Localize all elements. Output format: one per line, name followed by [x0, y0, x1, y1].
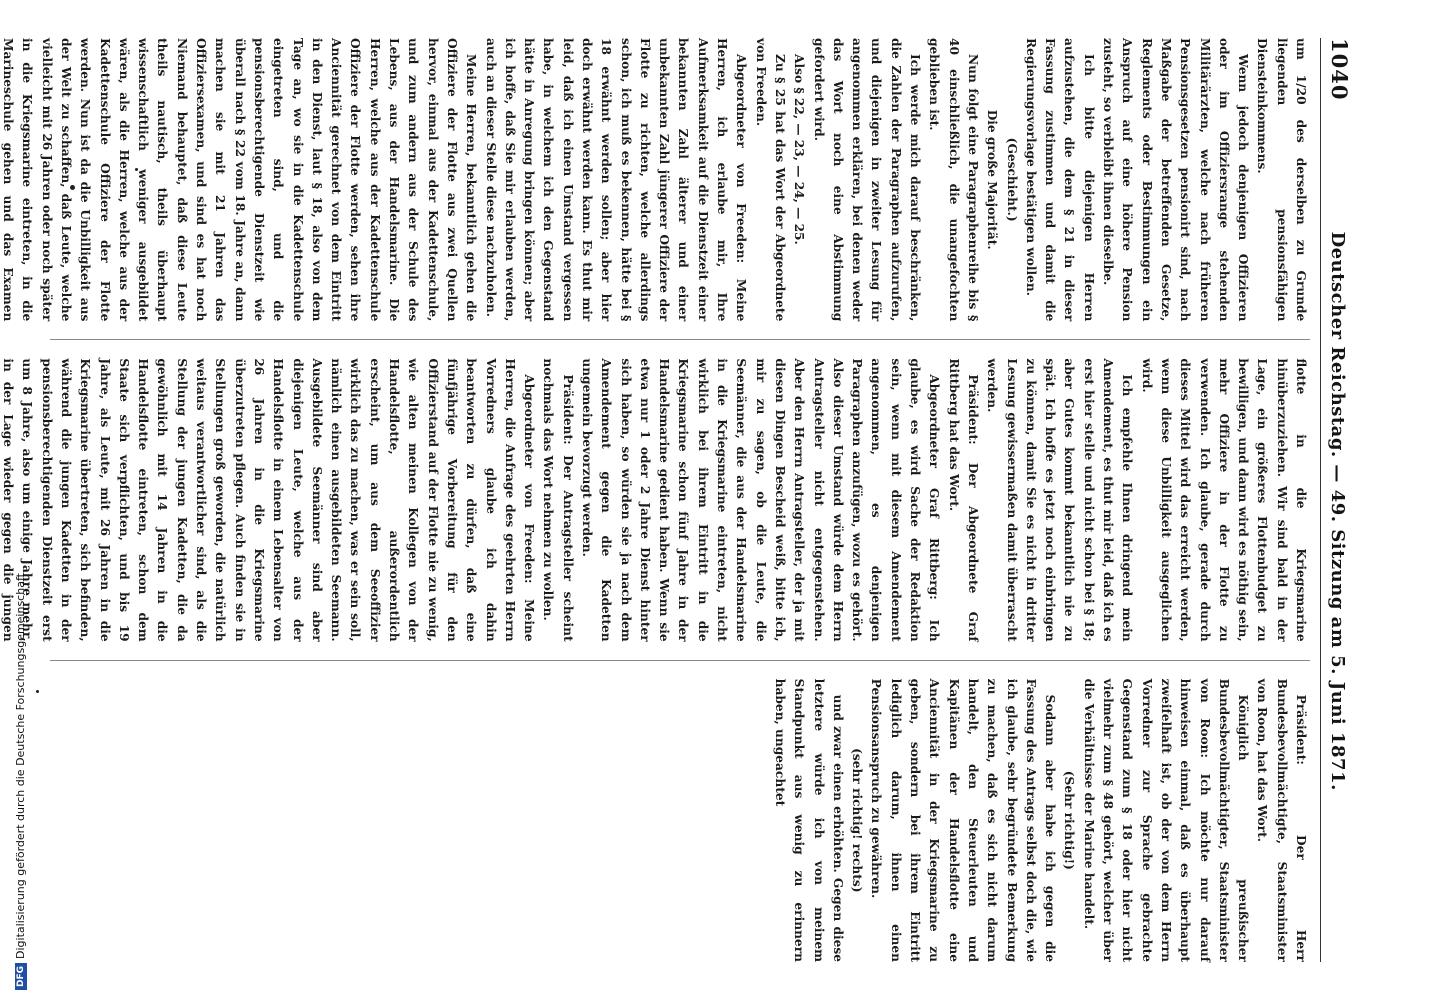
paragraph: Wenn jedoch denjenigen Offizieren oder im Offiziersrange stehenden Militärärzten, welche nach früheren Pensionsgesetzen pensionirt sind, nach Maßgabe der betreffenden Gesetze, Reglements oder Bestimmungen ein Anspruch auf eine höhere Pension zusteht, so verbleibt ihnen dieselbe. — [1101, 38, 1251, 322]
digitization-note: Digitalisierung gefördert durch die Deutsche Forschungsgemeinschaft — [14, 573, 27, 959]
paragraph: (Geschieht.) — [1004, 137, 1019, 222]
column-left — [1, 38, 1310, 322]
paragraph: und zwar einen erhöhten. Gegen diese letztere würde ich von meinem Standpunkt aus wenig zu erinnern haben, ungeachtet — [772, 678, 845, 962]
digitization-credit — [14, 573, 27, 990]
paragraph: Meine Herren, bekanntlich gehen die Offiziere der Flotte aus zwei Quellen hervor, einmal aus der Kadettenschule, und zum andern aus der Schule des Lebens, aus der Handelsmarine. Die Herren, welche aus der Kadettenschule Offiziere der Flotte werden, sehen ihre Anciennität gerechnet von dem Eintritt in den Dienst, laut § 18, also von dem Tage an, wo sie in die Kadettenschule eingetreten sind, und die pensionsberechtigende Dienstzeit wie überall nach § 22 vom 18. Jahre an, dann machen sie mit 21 Jahren das Offiziersexamen, und sind es hat noch Niemand behauptet, daß diese Leute theils nautisch, theils überhaupt wissenschaftlich weniger ausgebildet wären, als die Herren, welche aus der Kadettenschule Offiziere der Flotte werden. Nun ist da die Unbilligkeit aus der Welt zu schaffen, daß Leute, welche vielleicht mit 26 Jahren oder noch später in die Kriegsmarine eintreten, in die Marineschule gehen und das Examen — [1, 38, 479, 322]
paragraph: (Sehr richtig!) — [1062, 770, 1077, 870]
column-middle — [1, 358, 1310, 642]
paragraph: flotte in die Kriegsmarine hinüberzuziehen. Wir sind bald in der Lage, ein größeres Flottenbudget zu bewilligen, und dann wird es nöthig sein, mehr Offiziere in der Flotte zu verwenden. Ich glaube, gerade durch dieses Mittel wird das erreicht werden, wenn diese Unbilligkeit ausgeglichen wird. — [1139, 358, 1308, 642]
paragraph: Präsident: Der Abgeordnete Graf Rittberg hat das Wort. — [946, 358, 980, 642]
paragraph: Zu § 25 hat das Wort der Abgeordnete von Freeden. — [753, 38, 787, 322]
paragraph: Ich werde mich darauf beschränken, die Zahlen der Paragraphen aufzurufen, und diejenigen in zweiter Lesung für angenommen erklären, bei denen weder das Wort noch eine Abstimmung gefordert wird. — [811, 38, 923, 322]
paragraph: Abgeordneter Graf Rittberg: Ich glaube, es wird Sache der Redaktion sein, wenn mit diesem Amendement angenommen, es denjenigen Paragraphen anzufügen, wozu es gehört. Also dieser Umstand würde dem Herrn Antragsteller nicht entgegenstehen. Aber den Herrn Antragsteller, der ja mit diesen Dingen Bescheid weiß, bitte ich, mir zu sagen, ob die Leute, die Seemänner, die aus der Handelsmarine in die Kriegsmarine eintreten, nicht wirklich bei ihrem Eintritt in die Kriegsmarine schon fünf Jahre in der Handelsmarine gedient haben. Wenn sie etwa nur 1 oder 2 Jahre Dienst hinter sich haben, so würden sie ja nach dem Amendement gegen die Kadetten ungemein bevorzugt werden. — [580, 358, 942, 642]
paragraph: Abgeordneter von Freeden: Meine Herren, die Anfrage des geehrten Herrn Vorredners glaube ich dahin beantworten zu dürfen, daß eine fünfjährige Vorbereitung für den Offizierstand auf der Flotte nie zu wenig, wie alten meinen Kollegen von der Handelsflotte, außerordentlich erscheint, um aus dem Seeoffizier wirklich das zu machen, was er sein soll, nämlich einen ausgebildeten Seemann. Ausgebildete Seemänner sind aber diejenigen Leute, welche aus der Handelsflotte in einem Lebensalter von 26 Jahren in die Kriegsmarine überzutreten pflegen. Auch finden sie in Stellungen groß geworden, die natürlich weitaus verantwortlicher sind, als die Stellung der jungen Kadetten, die da gewöhnlich mit 14 Jahren in die Handelsflotte eintreten, schon dem Staate sich verpflichten, und bis 19 Jahre, als Leute, mit 26 Jahren in die Kriegsmarine übertreten, sich befinden, während die jungen Kadetten in der pensionsberechtigenden Dienstzeit erst um 8 Jahre, also um einige Jahre mehr, in der Lage wieder gegen die jungen — [1, 358, 537, 642]
column-right — [50, 679, 1310, 962]
page-number: 1040 — [1327, 38, 1352, 101]
column-divider — [50, 660, 1310, 661]
paragraph: Also § 22, — 23, — 24, — 25. — [792, 54, 807, 245]
paragraph: Die große Majorität. — [985, 109, 1000, 250]
running-title: Deutscher Reichstag. — 49. Sitzung am 5. Juni 1871. — [1327, 231, 1348, 791]
paragraph: Nun folgt eine Paragraphenreihe bis § 40 einschließlich, die unangefochten geblieben ist. — [927, 38, 980, 322]
paragraph: (sehr richtig! rechts) — [850, 748, 865, 893]
paragraph: Ich empfehle Ihnen dringend mein Amendement, es thut mir leid, daß ich es erst hier stelle und nicht schon bei § 18; aber Gutes kommt bekanntlich nie zu spät. Ich hoffe es jetzt noch einbringen zu können, damit Sie es nicht in dritter Lesung gewissermaßen damit überrascht werden. — [985, 358, 1135, 642]
paragraph: Präsident: Der Antragsteller scheint nochmals das Wort nehmen zu wollen. — [541, 358, 575, 642]
paragraph: Präsident: Der Herr Bundesbevollmächtigte, Staatsminister von Roon, hat das Wort. — [1255, 678, 1308, 962]
dfg-logo: DFG — [15, 963, 27, 990]
page-header — [1320, 38, 1352, 962]
paragraph: Königlich preußischer Bundesbevollmächtigter, Staatsminister von Roon: Ich möchte nur darauf hinweisen einmal, daß es überhaupt zweifelhaft ist, ob der von dem Herrn Vorredner zur Sprache gebrachte Gegenstand zum § 18 oder hier nicht vielmehr zum § 48 gehört, welcher über die Verhältnisse der Marine handelt. — [1081, 678, 1251, 962]
paragraph: Abgeordneter von Freeden: Meine Herren, ich erlaube mir, Ihre Aufmerksamkeit auf die Dienstzeit einer bekannten Zahl älterer und einer unbekannten Zahl jüngerer Offiziere der Flotte zu richten, welche allerdings schon, ich muß es bekennen, hätte bei § 18 erwähnt werden sollen; aber hier doch erwähnt werden kann. Es thut mir leid, daß ich einen Umstand vergessen habe, in welchem ich den Gegenstand hätte in Anregung bringen können; aber ich hoffe, daß Sie mir erlauben werden, auch an dieser Stelle diese nachzuholen. — [483, 38, 749, 322]
paragraph: Sodann aber habe ich gegen die Fassung des Antrags selbst doch die, wie ich glaube, sehr begründete Bemerkung zu machen, daß es sich nicht darum handelt, den Steuerleuten und Kapitänen der Handelsflotte eine Anciennität in der Kriegsmarine zu geben, sondern bei ihrem Eintritt lediglich darum, ihnen einen Pensionsanspruch zu gewähren. — [869, 678, 1058, 962]
paragraph: Ich bitte diejenigen Herren aufzustehen, die dem § 21 in dieser Fassung zustimmen und damit die Regierungsvorlage bestätigen wollen. — [1023, 38, 1096, 322]
column-divider — [50, 339, 1310, 340]
paragraph: um 1/20 des derselben zu Grunde liegenden pensionsfähigen Diensteinkommens. — [1255, 38, 1308, 322]
